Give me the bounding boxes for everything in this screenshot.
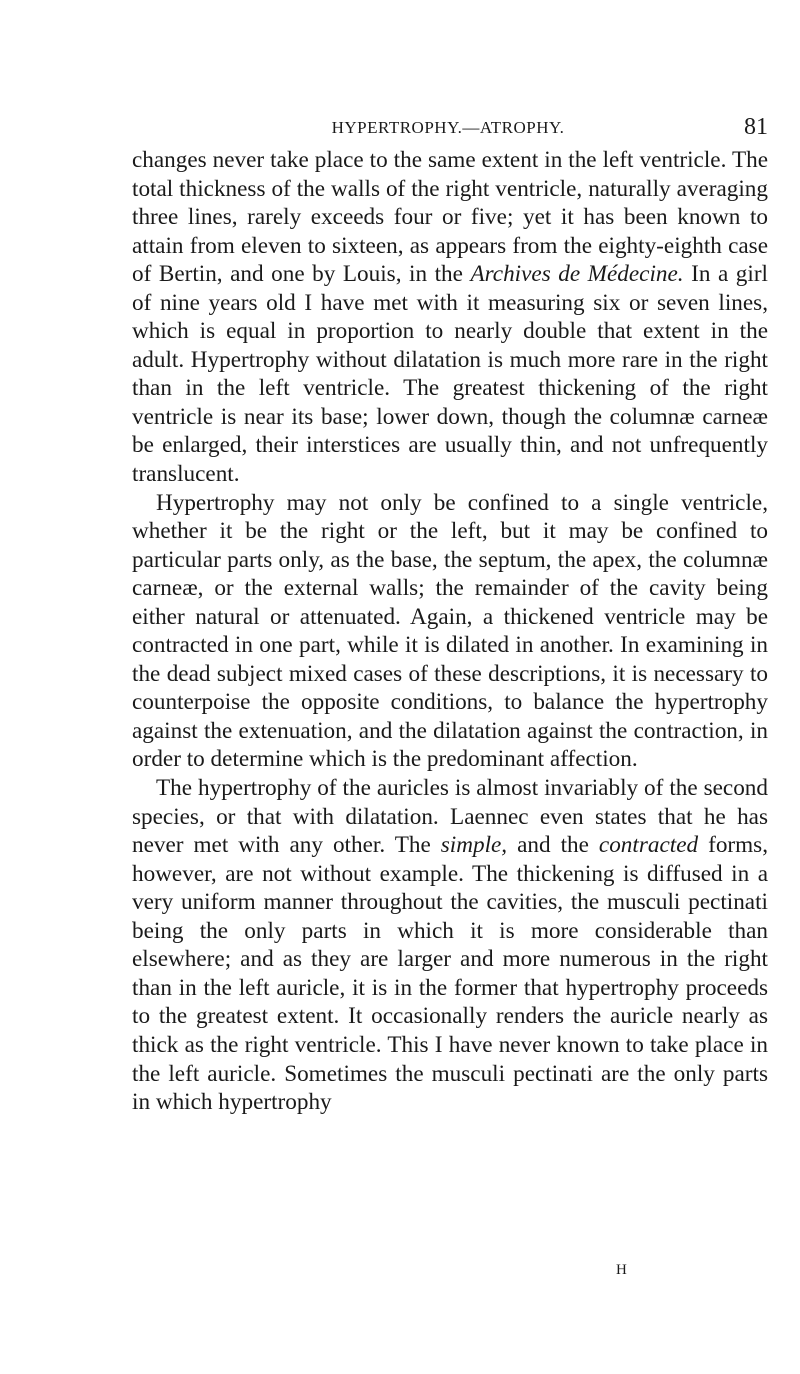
paragraph-3 (132, 774, 768, 1117)
paragraph-3-text-a: The hypertrophy of the auricles is almost invariably of the second species, or that with dilatation. Laennec even states that he has never met with any other. The (132, 775, 768, 859)
running-title: HYPERTROPHY.—ATROPHY. (331, 118, 565, 137)
running-head (128, 114, 768, 142)
journal-title: Archives de Médecine. (470, 261, 684, 288)
signature-mark: H (616, 1262, 627, 1278)
term-contracted: contracted (598, 832, 699, 859)
paragraph-3-text-c: forms, however, are not without example. The thickening is diffused in a very uniform manner throughout the cavities, the musculi pectinati being the only parts in which it is more considerable than elsewhere; and as they are larger and more numerous in the right than in the left auricle, it is in the former that hypertrophy proceeds to the greatest extent. It occasionally renders the auricle nearly as thick as the right ventricle. This I have never known to take place in the left auricle. Sometimes the musculi pectinati are the only parts in which hypertrophy (132, 832, 768, 1116)
body-text (132, 146, 768, 1117)
page-number: 81 (744, 114, 768, 140)
paragraph-1-text-b: In a girl of nine years old I have met with it measuring six or seven lines, which is equal in proportion to nearly double that extent in the adult. Hypertrophy without dilatation is much more rare in the right than in the left ventricle. The greatest thickening of the right ventricle is near its base; lower down, though the columnæ carneæ be enlarged, their interstices are usually thin, and not unfrequently translucent. (132, 261, 768, 488)
paragraph-3-text-b: and the (507, 832, 599, 859)
paragraph-1-text-a: changes never take place to the same extent in the left ventricle. The total thickness of the walls of the right ventricle, naturally averaging three lines, rarely exceeds four or five; yet it has been known to attain from eleven to sixteen, as appears from the eighty-eighth case of Bertin, and one by Louis, in the (132, 147, 768, 288)
paragraph-2: Hypertrophy may not only be confined to a single ventricle, whether it be the right or the left, but it may be confined to particular parts only, as the base, the septum, the apex, the columnæ carneæ, or the external walls; the remainder of the cavity being either natural or attenuated. Again, a thickened ventricle may be contracted in one part, while it is dilated in another. In examining in the dead subject mixed cases of these descriptions, it is necessary to counterpoise the opposite conditions, to balance the hypertrophy against the extenuation, and the dilatation against the contraction, in order to determine which is the predominant affection. (132, 489, 768, 773)
paragraph-1 (132, 146, 768, 489)
term-simple: simple, (440, 832, 508, 859)
